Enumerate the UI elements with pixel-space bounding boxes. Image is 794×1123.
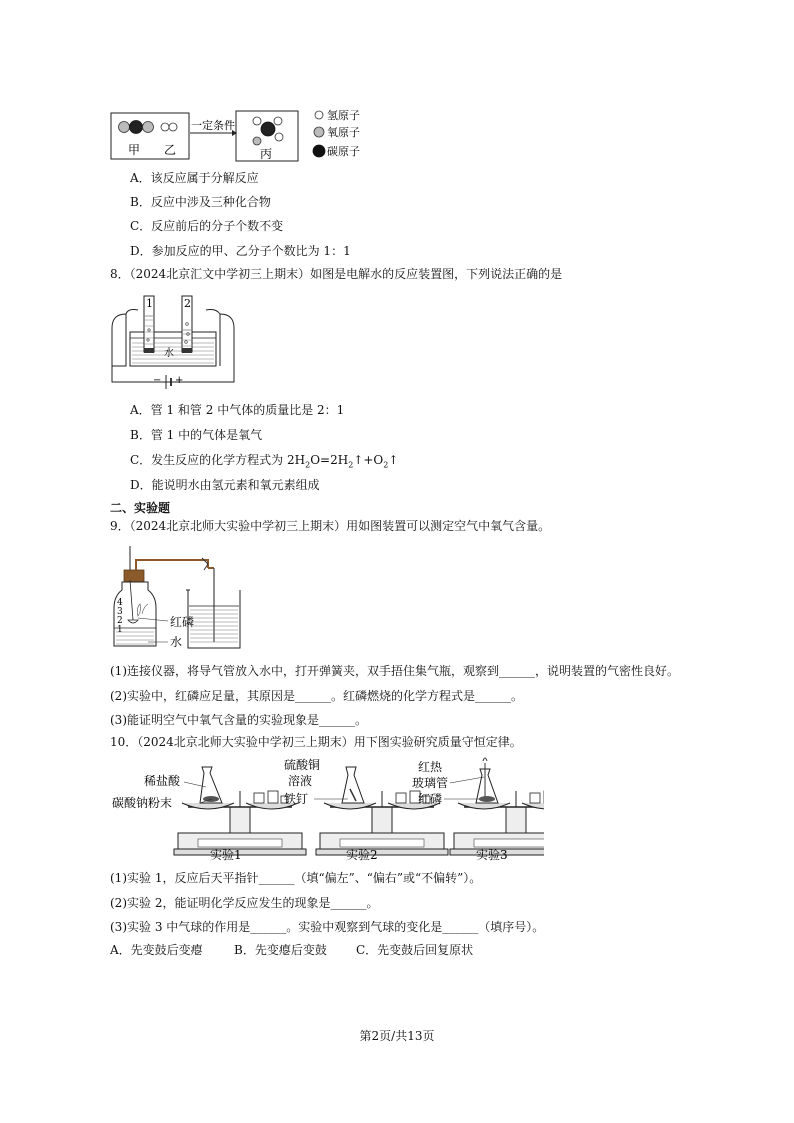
q7-option-d: D．参加反应的甲、乙分子个数比为 1：1: [130, 244, 351, 258]
hydrogen-atom-icon: [119, 122, 130, 133]
q9-oxygen-apparatus: [108, 538, 248, 654]
q9-part-1: (1)连接仪器，将导气管放入水中，打开弹簧夹，双手捂住集气瓶，观察到______，说明装置的气密性良好。: [110, 664, 680, 678]
q9-part-2: (2)实验中，红磷应足量，其原因是______。红磷燃烧的化学方程式是______。: [110, 689, 524, 703]
legend-carbon: 碳原子: [327, 145, 360, 158]
q8-option-a: A．管 1 和管 2 中气体的质量比是 2：1: [130, 403, 345, 417]
q10-choice-b: B．先变瘪后变鼓: [234, 943, 327, 957]
q9-stem: 9．（2024北京北师大实验中学初三上期末）用如图装置可以测定空气中氧气含量。: [110, 519, 551, 533]
section-title: 二、实验题: [110, 501, 171, 515]
scale-2: 2: [117, 616, 123, 626]
q10-balance-diagram: [108, 755, 544, 863]
q8-option-c: C．发生反应的化学方程式为 $2H_2O=2H_2↑+O_2↑$: [130, 453, 399, 470]
exp2-caption: 实验2: [346, 848, 378, 862]
exp1-label-acid: 稀盐酸: [144, 774, 181, 788]
scale-4: 4: [117, 598, 123, 608]
q10-stem: 10．（2024北京北师大实验中学初三上期末）用下图实验研究质量守恒定律。: [110, 735, 522, 749]
carbon-atom-icon: [130, 121, 143, 134]
q8-option-d: D．能说明水由氢元素和氧元素组成: [130, 478, 320, 492]
exp3-label-phosphorus: 红磷: [418, 792, 443, 806]
label-yi: 乙: [164, 143, 177, 157]
q8-option-b: B．管 1 中的气体是氧气: [130, 428, 263, 442]
q9-part-3: (3)能证明空气中氧气含量的实验现象是______。: [110, 713, 367, 727]
legend-hydrogen: 氢原子: [327, 109, 360, 122]
oxygen-atom-icon: [143, 122, 154, 133]
minus-label: −: [153, 375, 162, 386]
page-footer: 第2页/共13页: [359, 1029, 435, 1043]
exp3-caption: 实验3: [476, 848, 508, 862]
exp1-label-powder: 碳酸钠粉末: [112, 796, 173, 810]
q10-choice-c: C．先变鼓后回复原状: [356, 943, 474, 957]
exp3-label-tube: 玻璃管: [412, 776, 449, 790]
q10-part-2: (2)实验 2，能证明化学反应发生的现象是______。: [110, 896, 379, 910]
exp1-caption: 实验1: [210, 848, 242, 862]
q8-electrolysis-diagram: [108, 288, 238, 390]
q10-part-3: (3)实验 3 中气球的作用是______。实验中观察到气球的变化是______（填序号）。: [110, 920, 545, 934]
legend-oxygen: 氧原子: [327, 126, 360, 139]
q10-part-1: (1)实验 1，反应后天平指针______（填“偏左”、“偏右”或“不偏转”）。: [110, 871, 482, 885]
q7-reaction-diagram: [108, 103, 368, 165]
exp3-label-hot: 红热: [418, 760, 443, 774]
q7-option-c: C．反应前后的分子个数不变: [130, 219, 284, 233]
water-label-q9: 水: [170, 635, 183, 649]
exp2-label-copper: 硫酸铜: [284, 758, 321, 772]
exp2-label-nail: 铁钉: [284, 792, 309, 806]
label-jia: 甲: [128, 143, 141, 157]
arrow-condition-label: 一定条件: [191, 119, 235, 132]
red-phosphorus-label: 红磷: [170, 615, 195, 629]
water-label: 水: [164, 348, 174, 359]
label-bing: 丙: [260, 147, 273, 161]
plus-label: +: [175, 375, 184, 386]
q7-option-b: B．反应中涉及三种化合物: [130, 195, 271, 209]
scale-1: 1: [117, 625, 123, 635]
tube-2-label: 2: [184, 297, 191, 310]
q7-option-a: A．该反应属于分解反应: [130, 171, 259, 185]
q8-stem: 8．（2024北京汇文中学初三上期末）如图是电解水的反应装置图，下列说法正确的是: [110, 267, 563, 281]
exp2-label-solution: 溶液: [288, 774, 313, 788]
scale-3: 3: [117, 607, 123, 617]
tube-1-label: 1: [146, 297, 153, 310]
q10-choice-a: A．先变鼓后变瘪: [110, 943, 203, 957]
